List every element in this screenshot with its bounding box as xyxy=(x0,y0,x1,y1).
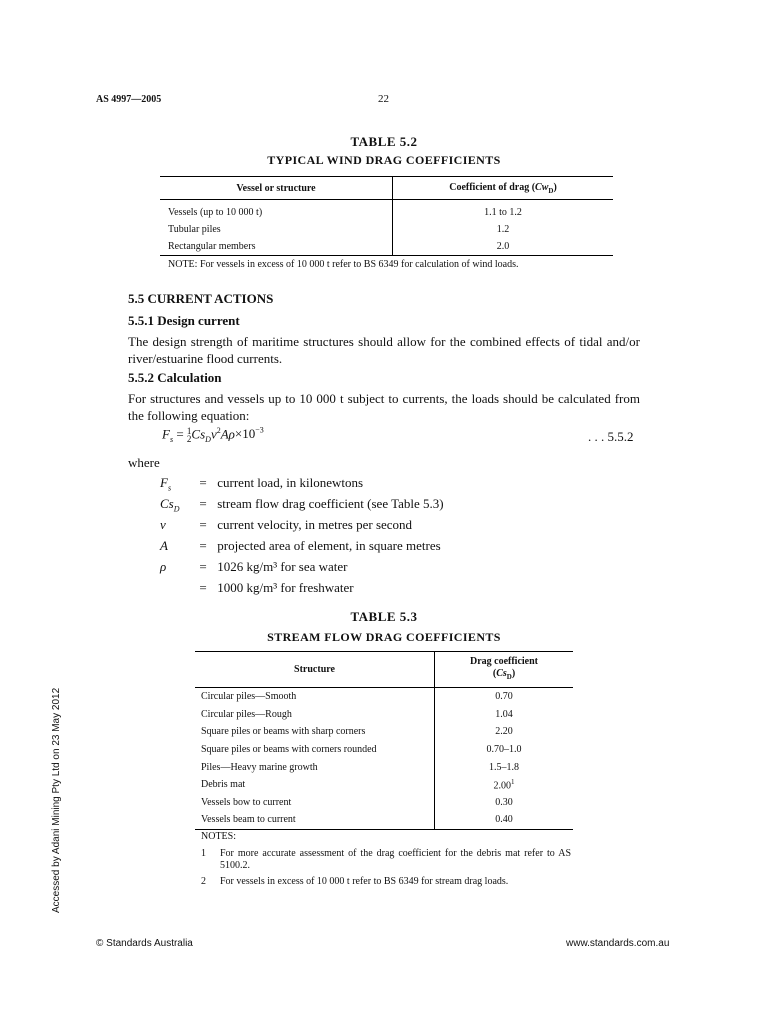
table-cell: Piles—Heavy marine growth xyxy=(195,758,435,776)
symbol: ρ xyxy=(160,559,167,574)
page-number: 22 xyxy=(378,93,389,105)
definition-text: 1026 kg/m³ for sea water xyxy=(217,559,348,574)
stream-drag-table xyxy=(195,651,573,830)
definition-row: $Cs_D$ = stream flow drag coefficient (see Table 5.3) xyxy=(160,496,444,514)
table-cell: 2.0 xyxy=(393,238,614,256)
note-item: 2 For vessels in excess of 10 000 t refer to BS 6349 for stream drag loads. xyxy=(201,876,509,887)
definition-text: projected area of element, in square metres xyxy=(217,538,441,553)
table-cell: Rectangular members xyxy=(160,238,393,256)
symbol: F xyxy=(160,475,168,490)
table2-label: TABLE 5.3 xyxy=(350,609,418,624)
table-cell: Vessels (up to 10 000 t) xyxy=(160,204,393,221)
table1-title: TYPICAL WIND DRAG COEFFICIENTS xyxy=(267,153,501,167)
note-item: 1 For more accurate assessment of the drag coefficient for the debris mat refer to AS 5100.2. xyxy=(201,848,571,871)
table-cell: Square piles or beams with sharp corners xyxy=(195,723,435,741)
table-cell: 0.70–1.0 xyxy=(486,744,522,756)
table-row xyxy=(195,723,573,741)
table-cell: 2.20 xyxy=(495,726,513,738)
column-header: Vessel or structure xyxy=(160,177,393,200)
table-row xyxy=(195,706,573,724)
column-header: Drag coefficient $(Cs_D)$ xyxy=(435,652,574,688)
footer-copyright: © Standards Australia xyxy=(96,938,193,949)
table-cell: Circular piles—Smooth xyxy=(195,688,435,706)
table-cell: 1.1 to 1.2 xyxy=(484,207,522,218)
table-row xyxy=(195,741,573,759)
definition-text: current velocity, in metres per second xyxy=(217,517,413,532)
definition-text: 1000 kg/m³ for freshwater xyxy=(217,580,354,595)
symbol: v xyxy=(160,517,166,532)
table-row xyxy=(160,221,613,238)
definition-row: A = projected area of element, in square metres xyxy=(160,538,441,553)
table-row xyxy=(195,776,573,794)
subsection-heading: 5.5.1 Design current xyxy=(128,313,240,328)
symbol: A xyxy=(160,538,168,553)
table-row xyxy=(195,688,573,706)
equation-reference: . . . 5.5.2 xyxy=(588,429,634,444)
definition-row: $F_s$ = current load, in kilonewtons xyxy=(160,475,364,493)
equation: $F_s = 1$ $2Cs_Dv^2A\rho\times 10^{-3}$ xyxy=(162,426,264,445)
definition-row: v = current velocity, in metres per second xyxy=(160,517,413,532)
table-cell: Vessels beam to current xyxy=(195,811,435,829)
notes-heading: NOTES: xyxy=(201,831,236,842)
table2-title: STREAM FLOW DRAG COEFFICIENTS xyxy=(267,630,501,644)
table-cell: Debris mat xyxy=(195,776,435,794)
access-watermark: Accessed by Adani Mining Pty Ltd on 23 May 2012 xyxy=(51,687,62,913)
column-header: Structure xyxy=(195,652,435,688)
table-header-row xyxy=(160,177,613,200)
table-cell: 0.70 xyxy=(495,691,513,703)
section-heading: 5.5 CURRENT ACTIONS xyxy=(128,291,274,306)
paragraph: For structures and vessels up to 10 000 t subject to currents, the loads should be calculated from the following equation: xyxy=(128,391,640,423)
subsection-heading: 5.5.2 Calculation xyxy=(128,370,222,385)
table-row xyxy=(195,794,573,812)
table-row xyxy=(195,811,573,829)
definition-text: current load, in kilonewtons xyxy=(217,475,364,490)
table-cell: 1.2 xyxy=(496,224,510,235)
table-cell: Square piles or beams with corners rounded xyxy=(195,741,435,759)
table-cell: 1.5–1.8 xyxy=(489,761,519,773)
footer-url[interactable]: www.standards.com.au xyxy=(566,938,670,949)
table1-label: TABLE 5.2 xyxy=(350,134,418,149)
definition-row: ρ = 1026 kg/m³ for sea water xyxy=(160,559,348,574)
table-cell: Tubular piles xyxy=(160,221,393,238)
paragraph: The design strength of maritime structures should allow for the combined effects of tidal and/or river/estuarine flood currents. xyxy=(128,334,640,366)
definition-text: stream flow drag coefficient (see Table 5.3) xyxy=(217,496,444,511)
table-cell: Circular piles—Rough xyxy=(195,706,435,724)
table-cell: 0.30 xyxy=(495,796,513,808)
definition-row: = 1000 kg/m³ for freshwater xyxy=(199,580,354,595)
table-cell: Vessels bow to current xyxy=(195,794,435,812)
table-cell: 0.40 xyxy=(435,811,574,829)
table-cell: 1.04 xyxy=(495,708,513,720)
wind-drag-table xyxy=(160,176,613,256)
where-label: where xyxy=(128,455,160,470)
column-header: Coefficient of drag $(Cw_D)$ xyxy=(393,177,614,200)
table-row xyxy=(160,238,613,256)
table1-note: NOTE: For vessels in excess of 10 000 t refer to BS 6349 for calculation of wind loads. xyxy=(168,259,519,270)
symbol: Cs xyxy=(160,496,174,511)
standard-number: AS 4997—2005 xyxy=(96,94,162,105)
table-row xyxy=(160,204,613,221)
table-cell: 2.00$^1$ xyxy=(493,778,515,792)
table-row xyxy=(195,758,573,776)
table-header-row xyxy=(195,652,573,688)
